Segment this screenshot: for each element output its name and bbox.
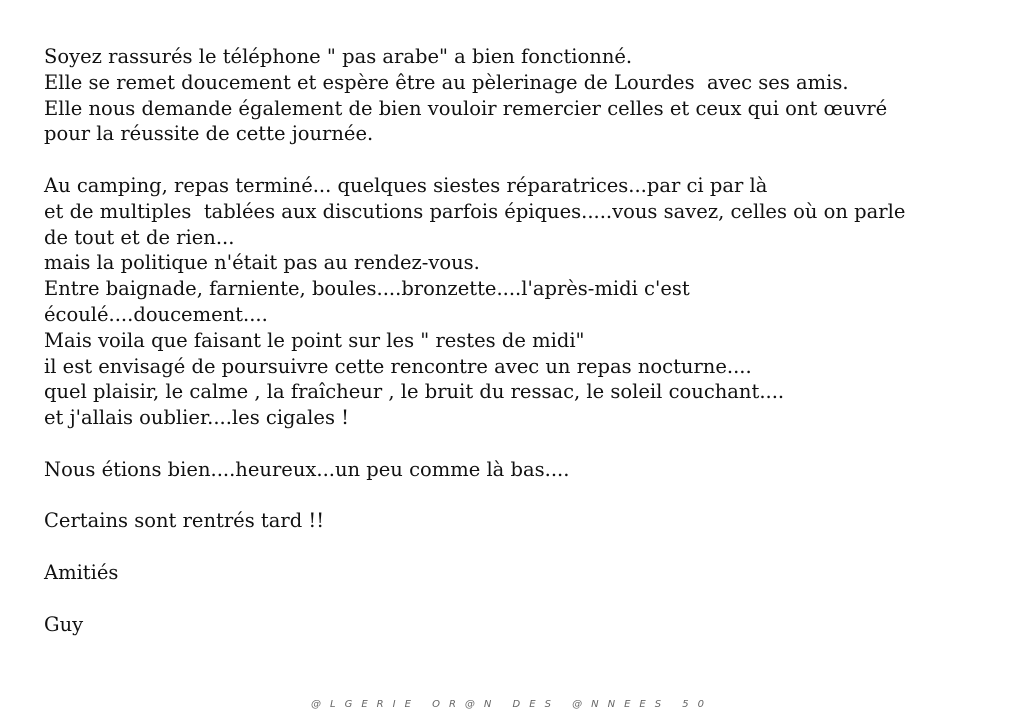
text-line: et de multiples tablées aux discutions parfois épiques.....vous savez, celles où on parle xyxy=(44,199,906,223)
paragraph-camping xyxy=(44,173,1004,431)
text-line: quel plaisir, le calme , la fraîcheur , le bruit du ressac, le soleil couchant.... xyxy=(44,380,785,404)
paragraph-gap xyxy=(44,483,1004,509)
paragraph-reassurance xyxy=(44,44,1004,147)
page-footer: @LGERIE OR@N DES @NNEES 50 xyxy=(311,699,713,710)
text-line: Entre baignade, farniente, boules....bronzette....l'après-midi c'est xyxy=(44,277,690,301)
text-line: Nous étions bien....heureux...un peu comme là bas.... xyxy=(44,457,570,481)
paragraph-gap xyxy=(44,586,1004,612)
closing-line: Amitiés xyxy=(44,560,119,584)
text-line: écoulé....doucement.... xyxy=(44,302,268,326)
letter-body xyxy=(44,44,1004,637)
closing xyxy=(44,560,1004,586)
paragraph-late xyxy=(44,508,1004,534)
text-line: Elle se remet doucement et espère être au pèlerinage de Lourdes avec ses amis. xyxy=(44,70,849,94)
signature-name: Guy xyxy=(44,612,84,636)
text-line: de tout et de rien... xyxy=(44,225,235,249)
text-line: et j'allais oublier....les cigales ! xyxy=(44,406,349,430)
paragraph-gap xyxy=(44,147,1004,173)
paragraph-gap xyxy=(44,534,1004,560)
signature xyxy=(44,612,1004,638)
text-line: Soyez rassurés le téléphone " pas arabe" a bien fonctionné. xyxy=(44,45,633,68)
text-line: Mais voila que faisant le point sur les " restes de midi" xyxy=(44,328,585,352)
text-line: Certains sont rentrés tard !! xyxy=(44,509,325,533)
paragraph-happy xyxy=(44,457,1004,483)
paragraph-gap xyxy=(44,431,1004,457)
text-line: il est envisagé de poursuivre cette rencontre avec un repas nocturne.... xyxy=(44,354,752,378)
text-line: Au camping, repas terminé... quelques siestes réparatrices...par ci par là xyxy=(44,173,768,197)
text-line: Elle nous demande également de bien vouloir remercier celles et ceux qui ont œuvré xyxy=(44,96,888,120)
text-line: mais la politique n'était pas au rendez-vous. xyxy=(44,251,480,275)
text-line: pour la réussite de cette journée. xyxy=(44,122,374,146)
